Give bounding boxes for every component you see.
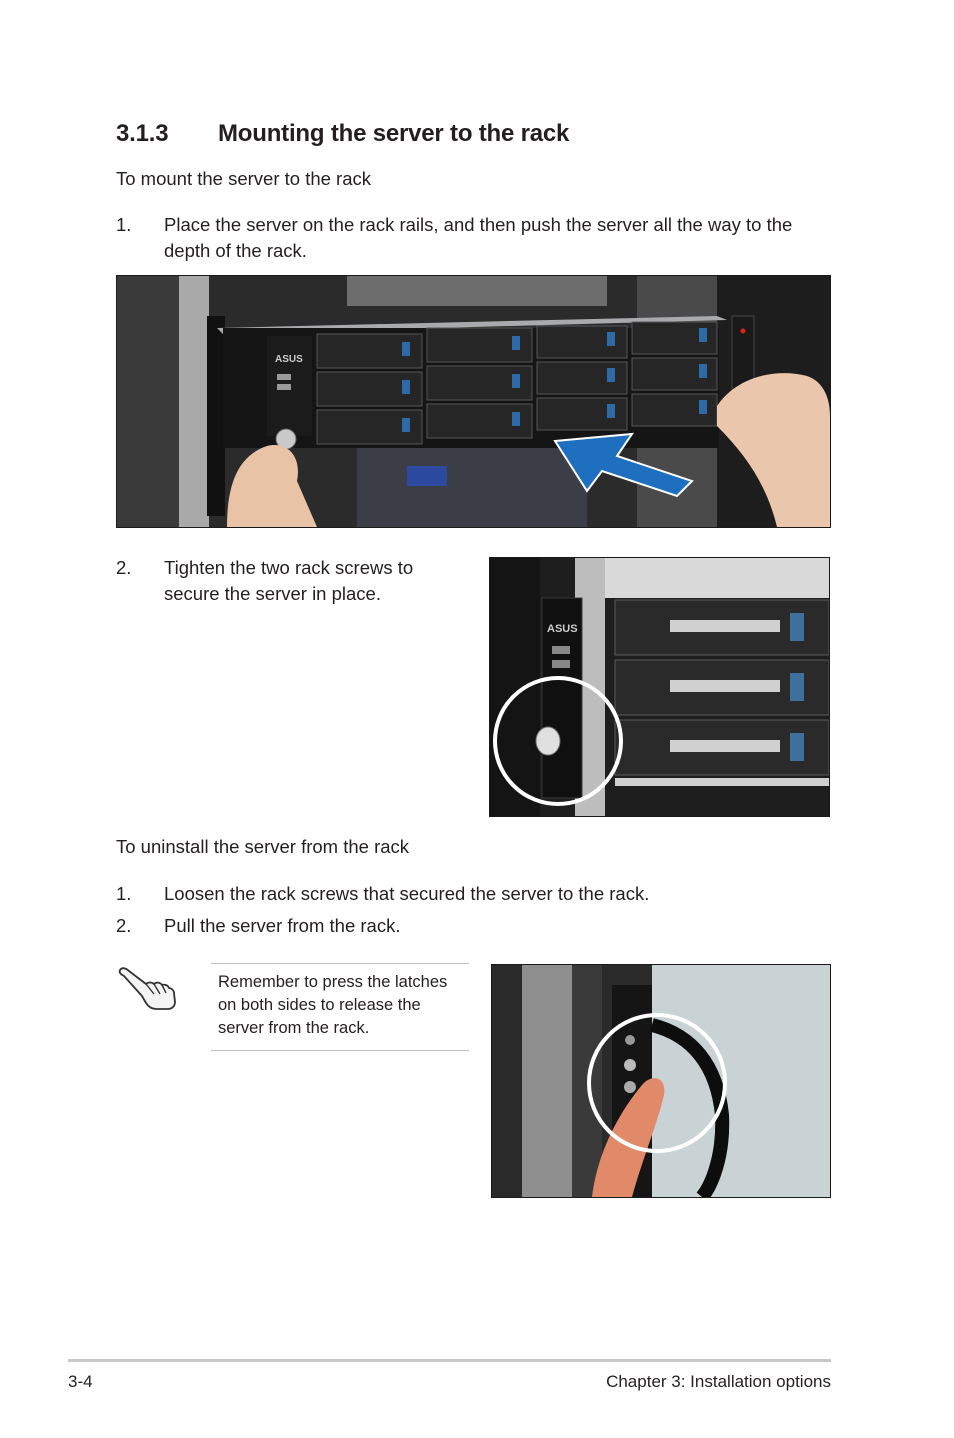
uninstall-step-1-number: 1. [116,883,132,904]
mount-intro: To mount the server to the rack [116,168,372,189]
mount-step-2-line-2: secure the server in place. [164,583,381,604]
photo1-brand-label: ASUS [275,354,303,365]
mount-step-2-text [164,555,413,607]
uninstall-step-2-number: 2. [116,915,132,936]
note-text [218,971,468,1040]
mount-step-1-line-1: Place the server on the rack rails, and then push the server all the way to the [164,214,793,235]
mount-step-2-line-1: Tighten the two rack screws to [164,557,414,578]
uninstall-step-1-text: Loosen the rack screws that secured the server to the rack. [164,883,650,904]
note-line-2: on both sides to release the [218,996,421,1014]
rack-screw-photo [489,557,830,817]
note-line-3: server from the rack. [218,1019,370,1037]
mount-step-1-line-2: depth of the rack. [164,240,307,261]
footer-rule [68,1359,831,1362]
photo2-brand-label: ASUS [547,623,578,635]
mount-step-2-number: 2. [116,557,132,578]
note-box [211,963,469,1051]
mount-step-1-text [164,212,792,264]
note-line-1: Remember to press the latches [218,973,448,991]
server-push-photo [116,275,831,528]
latch-release-photo [491,964,831,1198]
pointing-hand-icon [116,962,180,1012]
page-number: 3-4 [68,1372,93,1391]
mount-step-1-number: 1. [116,214,132,235]
section-title: Mounting the server to the rack [218,120,570,147]
section-number: 3.1.3 [116,120,169,147]
uninstall-intro: To uninstall the server from the rack [116,836,410,857]
chapter-title: Chapter 3: Installation options [606,1372,831,1391]
uninstall-step-2-text: Pull the server from the rack. [164,915,401,936]
